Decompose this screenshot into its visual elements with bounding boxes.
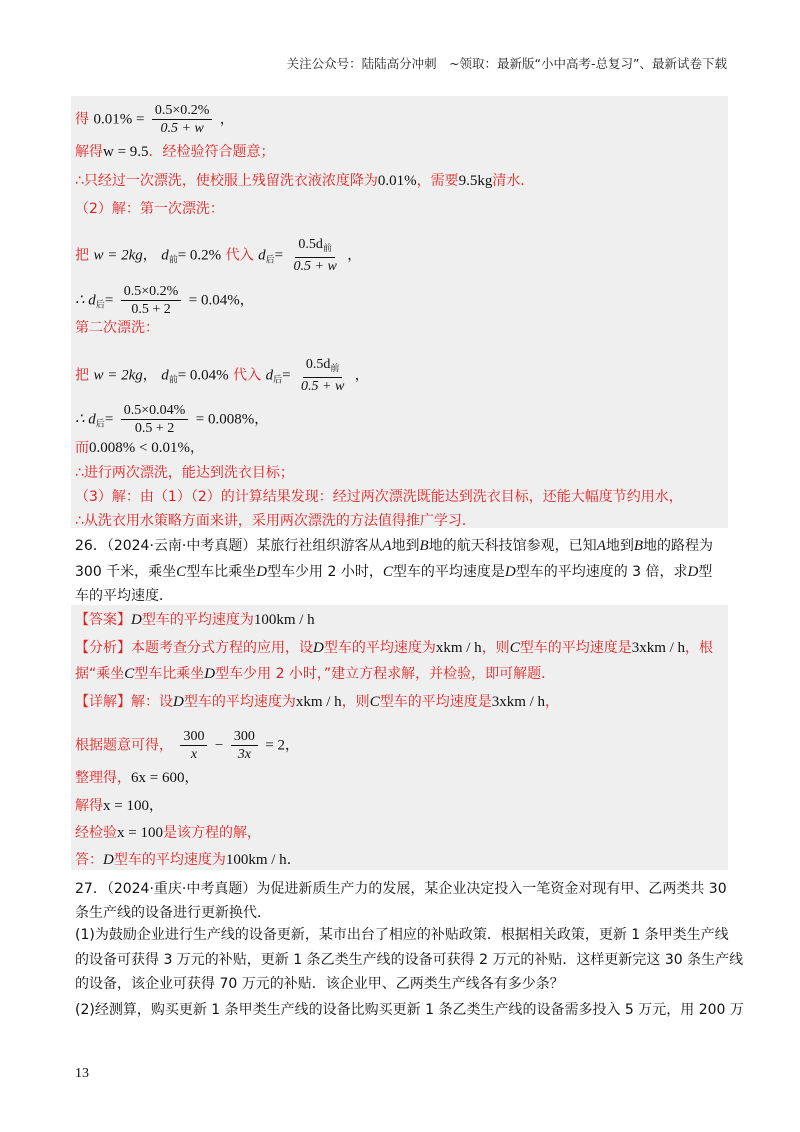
solution-line-3: ∴只经过一次漂洗，使校服上残留洗衣液浓度降为0.01%，需要9.5kg清水． — [75, 173, 535, 189]
fraction: $\frac{0.5d_前}{0.5 + w}$ — [301, 357, 345, 394]
fraction: $\frac{0.5d_前}{0.5 + w}$ — [293, 237, 337, 274]
solution-line-6: ∴ $d_后=$ $\frac{0.5\times 0.2\%}{0.5 + 2}$ = 0.04%， — [75, 284, 254, 317]
answer-line: 【答案】D型车的平均速度为100km / h — [75, 612, 315, 628]
question-27-line-4: 的设备可获得 3 万元的补贴，更新 1 条乙类生产线的设备可获得 2 万元的补贴．这样更新完这 30 条生产线 — [75, 952, 744, 968]
solution-line-13: ∴从洗衣用水策略方面来讲，采用两次漂洗的方法值得推广学习． — [75, 513, 476, 529]
fraction: $\frac{0.5\times 0.2\%}{0.5 + w}$ — [152, 102, 213, 137]
question-26-line-3: 车的平均速度． — [75, 588, 173, 604]
step-line-2: 解得x = 100， — [75, 798, 163, 814]
question-26-line-2: 300 千米，乘坐C型车比乘坐D型车少用 2 小时，C型车的平均速度是D型车的平均速度的 3 倍，求D型 — [75, 564, 713, 580]
solution-line-4: （2）解：第一次漂洗： — [75, 201, 224, 217]
fraction: $\frac{0.5\times 0.2\%}{0.5 + 2}$ — [121, 283, 182, 318]
page-number: 13 — [75, 1066, 89, 1081]
step-line-4: 答：D型车的平均速度为100km / h． — [75, 852, 301, 868]
fraction: $\frac{300}{3x}$ — [231, 728, 258, 763]
question-26-line-1: 26．（2024·云南·中考真题）某旅行社组织游客从A地到B地的航天科技馆参观，已知A地到B地的路程为 — [75, 538, 714, 554]
solution-line-7: 第二次漂洗： — [75, 320, 159, 336]
analysis-line-1: 【分析】本题考查分式方程的应用，设D型车的平均速度为xkm / h，则C型车的平均速度是3xkm / h，根 — [75, 640, 714, 656]
solution-line-12: （3）解：由（1）（2）的计算结果发现：经过两次漂洗既能达到洗衣目标，还能大幅度节约用水， — [75, 489, 683, 505]
solution-line-1: 得 0.01% = $\frac{0.5\times 0.2\%}{0.5 + w}$ ， — [75, 103, 234, 136]
solution-line-2: 解得w = 9.5．经检验符合题意； — [75, 144, 275, 160]
page-header: 关注公众号：陆陆高分冲刺 ~领取：最新版“小中高考-总复习”、最新试卷下载 — [286, 56, 727, 71]
question-27-line-1: 27．（2024·重庆·中考真题）为促进新质生产力的发展，某企业决定投入一笔资金对现有甲、乙两类共 30 — [75, 881, 727, 897]
analysis-line-2: 据“乘坐C型车比乘坐D型车少用 2 小时，”建立方程求解，并检验，即可解题． — [75, 666, 556, 682]
solution-line-9: ∴ $d_后=$ $\frac{0.5\times 0.04\%}{0.5 + 2}$ = 0.008%， — [75, 403, 269, 436]
question-27-line-6: (2)经测算，购买更新 1 条甲类生产线的设备比购买更新 1 条乙类生产线的设备需多投入 5 万元，用 200 万 — [75, 1002, 744, 1018]
solution-line-5: 把 w = 2kg， $d_前= 0.2\%$ 代入 $d_后=$ $\frac{0.5d_前}{0.5 + w}$ ， — [75, 237, 362, 274]
equation-line: 根据题意可得， $\frac{300}{x}$ − $\frac{300}{3x}$ = 2， — [75, 729, 299, 762]
solution-line-8: 把 w = 2kg， $d_前= 0.04\%$ 代入 $d_后=$ $\frac{0.5d_前}{0.5 + w}$ ， — [75, 357, 369, 394]
question-27-line-5: 的设备，该企业可获得 70 万元的补贴．该企业甲、乙两类生产线各有多少条？ — [75, 976, 564, 992]
question-27-line-3: (1)为鼓励企业进行生产线的设备更新，某市出台了相应的补贴政策．根据相关政策，更新 1 条甲类生产线 — [75, 927, 729, 943]
solution-line-11: ∴进行两次漂洗，能达到洗衣目标； — [75, 465, 294, 481]
step-line-1: 整理得，6x = 600， — [75, 770, 199, 786]
fraction: $\frac{0.5\times 0.04\%}{0.5 + 2}$ — [121, 402, 189, 437]
solution-line-10: 而0.008% < 0.01%， — [75, 440, 204, 456]
detail-line-1: 【详解】解：设D型车的平均速度为xkm / h，则C型车的平均速度是3xkm / h， — [75, 694, 560, 710]
step-line-3: 经检验x = 100是该方程的解， — [75, 825, 261, 841]
question-27-line-2: 条生产线的设备进行更新换代． — [75, 905, 271, 921]
fraction: $\frac{300}{x}$ — [180, 728, 207, 763]
